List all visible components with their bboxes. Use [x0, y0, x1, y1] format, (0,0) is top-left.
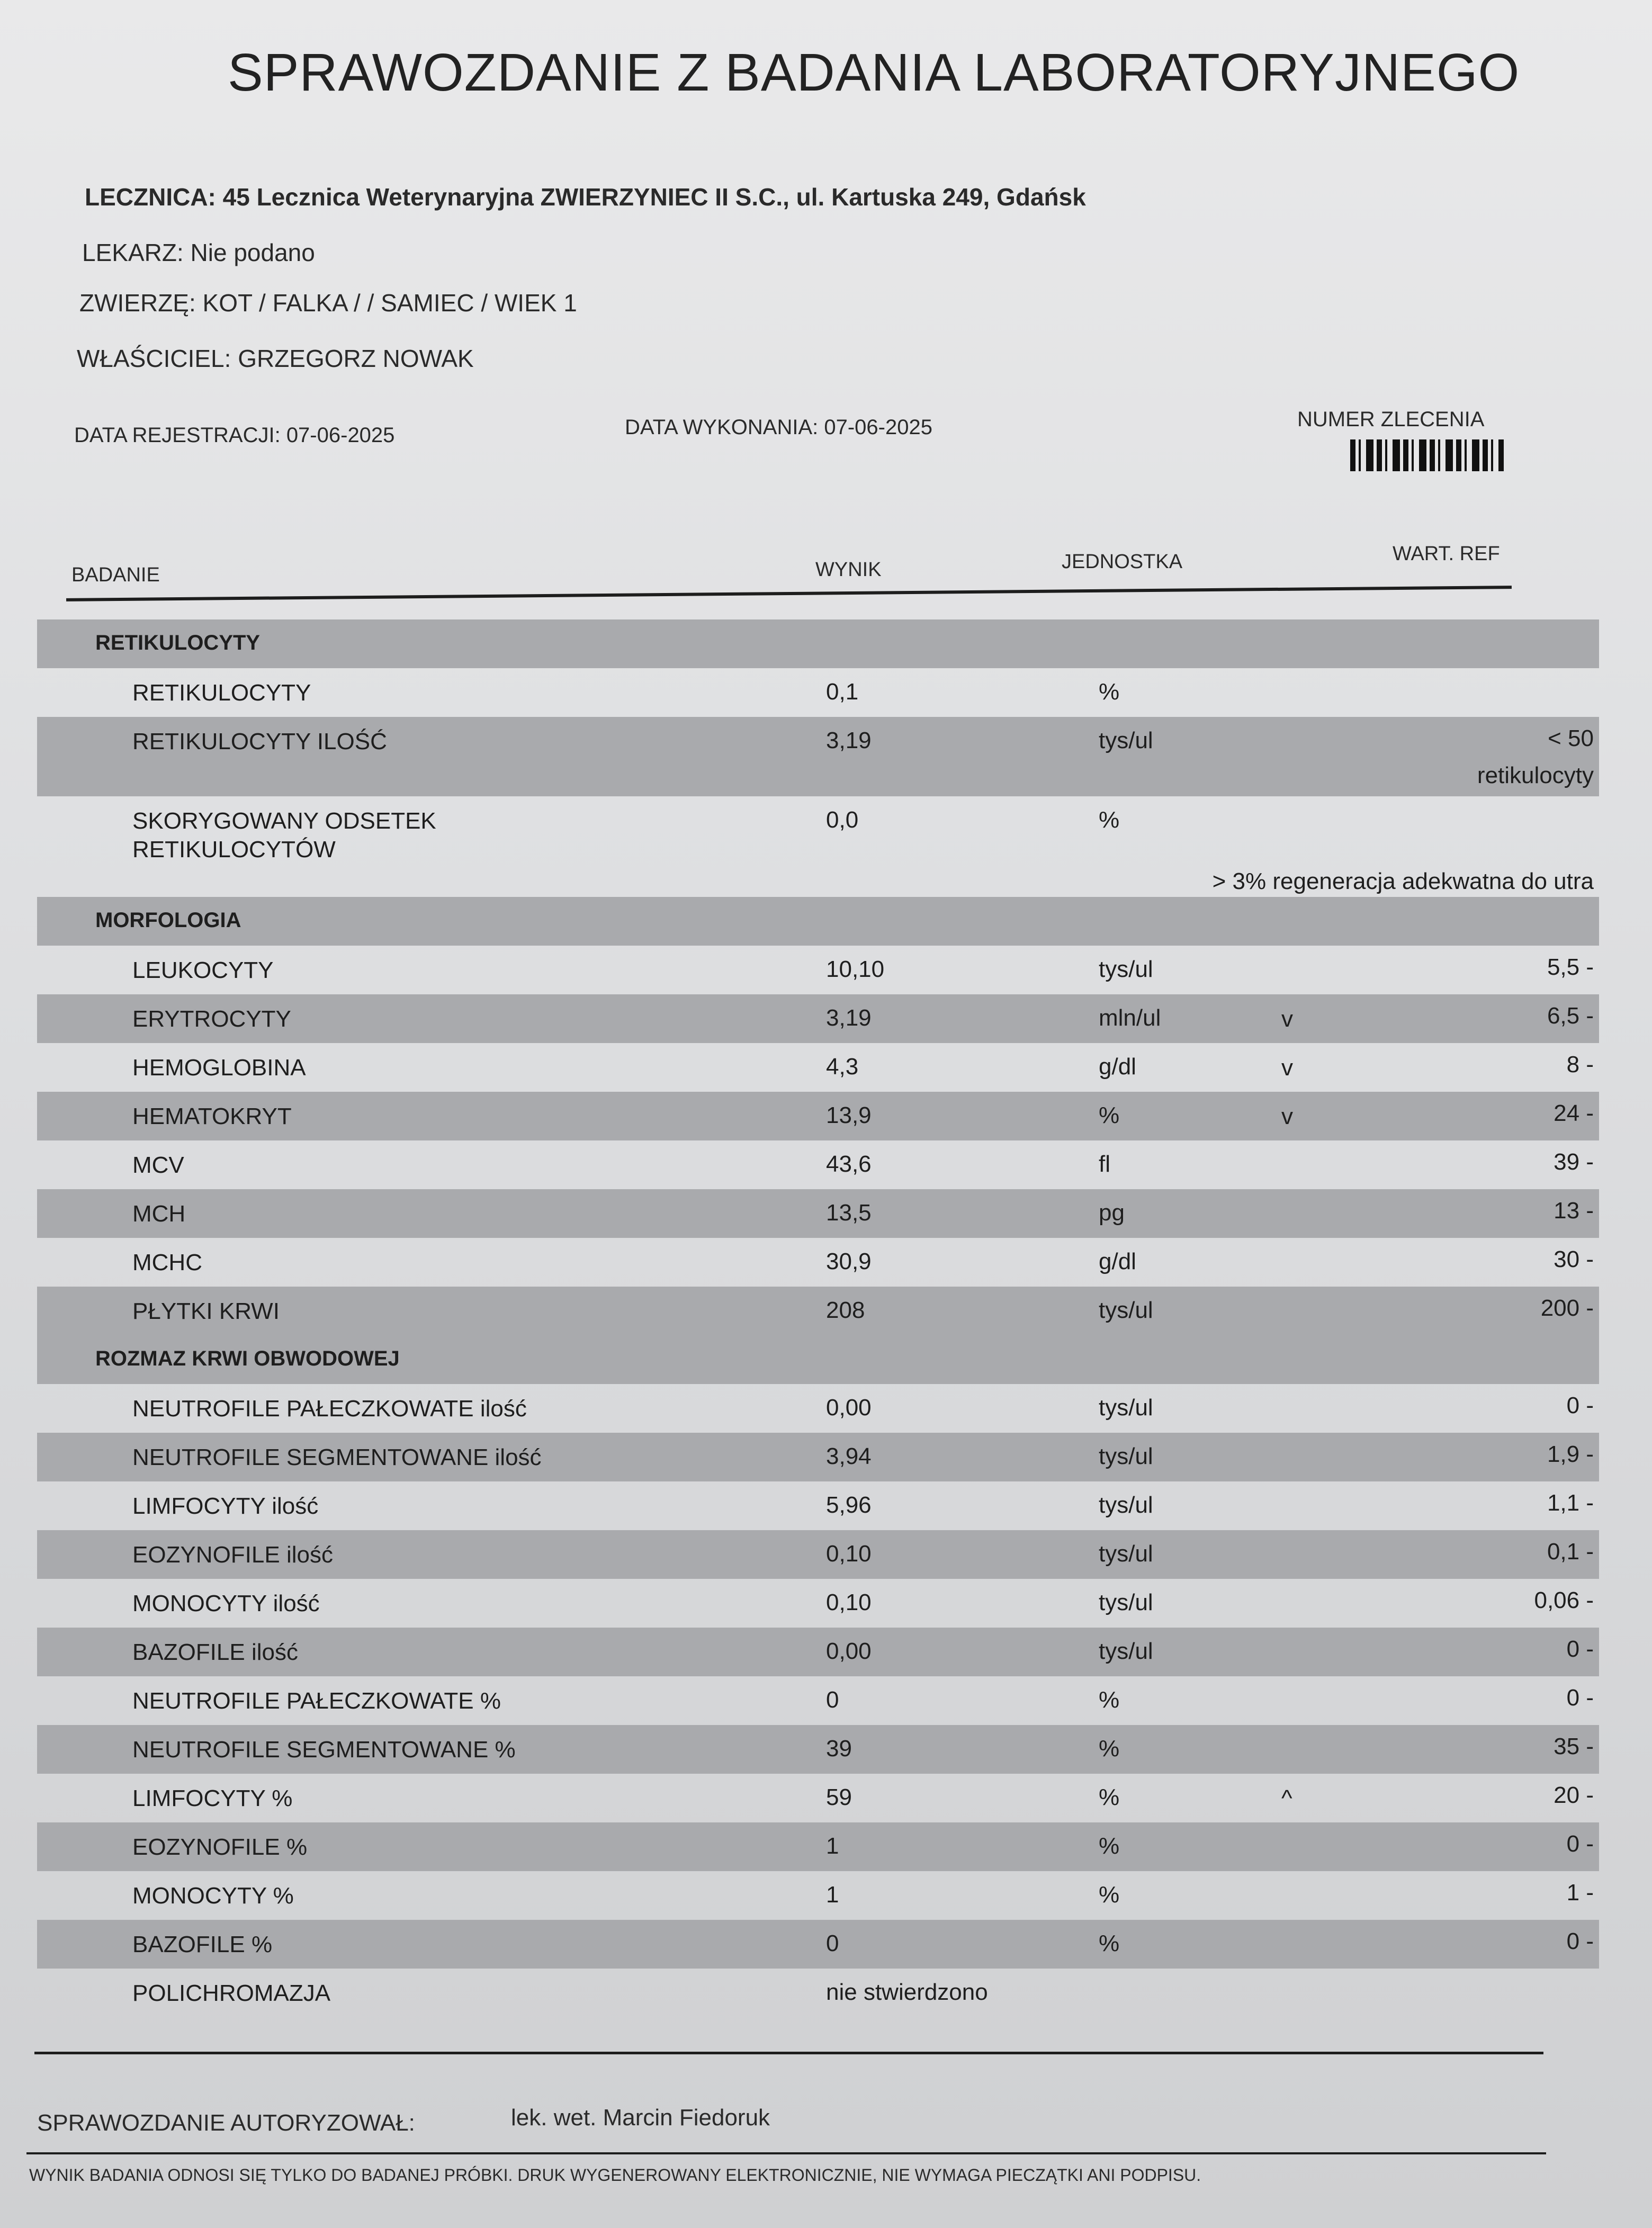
test-name: NEUTROFILE PAŁECZKOWATE ilość — [132, 1396, 527, 1422]
result-value: 1 — [826, 1833, 839, 1859]
result-value: 3,19 — [826, 727, 872, 753]
reference-value: 200 - — [1540, 1295, 1594, 1321]
result-value: 0 — [826, 1930, 839, 1956]
order-number-label: NUMER ZLECENIA — [1297, 408, 1485, 431]
test-name: LIMFOCYTY % — [132, 1785, 293, 1811]
reference-value: 0 - — [1566, 1831, 1594, 1857]
table-row — [37, 1433, 1599, 1481]
reference-value: 1,1 - — [1547, 1490, 1594, 1516]
unit-value: tys/ul — [1099, 727, 1153, 753]
table-row — [37, 1140, 1599, 1189]
flag-indicator: ^ — [1281, 1785, 1292, 1811]
table-row — [37, 1530, 1599, 1579]
table-bottom-rule — [34, 2052, 1543, 2054]
result-value: 0,10 — [826, 1589, 872, 1615]
flag-indicator: v — [1281, 1103, 1293, 1129]
table-row — [37, 717, 1599, 796]
doctor-line — [82, 238, 315, 267]
unit-value: tys/ul — [1099, 1638, 1153, 1664]
unit-value: tys/ul — [1099, 1297, 1153, 1323]
result-value: 4,3 — [826, 1054, 859, 1080]
flag-indicator: v — [1281, 1055, 1293, 1081]
result-value: 5,96 — [826, 1492, 872, 1518]
table-row — [37, 1871, 1599, 1920]
authorized-label: SPRAWOZDANIE AUTORYZOWAŁ: — [37, 2110, 415, 2136]
reference-value: 35 - — [1554, 1733, 1594, 1759]
result-value: 0,10 — [826, 1541, 872, 1567]
table-row — [37, 1920, 1599, 1969]
table-row — [37, 1774, 1599, 1822]
table-row — [37, 1969, 1599, 2017]
table-row — [37, 1043, 1599, 1092]
unit-value: mln/ul — [1099, 1005, 1161, 1031]
exec-date-value: 07-06-2025 — [824, 416, 932, 439]
reference-value: 1,9 - — [1547, 1441, 1594, 1467]
test-name: NEUTROFILE PAŁECZKOWATE % — [132, 1688, 501, 1714]
test-name: NEUTROFILE SEGMENTOWANE % — [132, 1737, 516, 1763]
reference-value: 0 - — [1566, 1685, 1594, 1711]
animal-line — [79, 289, 577, 317]
unit-value: % — [1099, 1736, 1120, 1762]
unit-value: tys/ul — [1099, 956, 1153, 982]
result-value: 30,9 — [826, 1248, 872, 1274]
reference-value: 0 - — [1566, 1928, 1594, 1954]
authorized-value: lek. wet. Marcin Fiedoruk — [511, 2105, 770, 2131]
table-row — [37, 1725, 1599, 1774]
reference-value: 30 - — [1554, 1246, 1594, 1272]
table-row — [37, 796, 1599, 897]
reference-value: 0 - — [1566, 1392, 1594, 1418]
test-name: EOZYNOFILE % — [132, 1834, 308, 1860]
unit-value: % — [1099, 1882, 1120, 1908]
test-name: ERYTROCYTY — [132, 1006, 291, 1032]
table-row — [37, 1287, 1599, 1335]
unit-value: tys/ul — [1099, 1395, 1153, 1421]
reference-value: 0 - — [1566, 1636, 1594, 1662]
table-row — [37, 1579, 1599, 1628]
group-title: RETIKULOCYTY — [95, 631, 261, 654]
reference-value: 20 - — [1554, 1782, 1594, 1808]
flag-indicator: v — [1281, 1006, 1293, 1032]
test-name: MCHC — [132, 1250, 202, 1275]
test-name: POLICHROMAZJA — [132, 1980, 331, 2006]
group-header — [37, 897, 1599, 946]
result-value: 0,00 — [826, 1395, 872, 1421]
table-row — [37, 1676, 1599, 1725]
owner-label: WŁAŚCICIEL: — [77, 345, 231, 372]
group-title: MORFOLOGIA — [95, 909, 241, 932]
reg-date-label: DATA REJESTRACJI: — [74, 424, 281, 447]
result-value: nie stwierdzono — [826, 1979, 988, 2005]
unit-value: % — [1099, 679, 1120, 705]
results-table — [37, 619, 1599, 2017]
test-name: LEUKOCYTY — [132, 957, 274, 983]
reference-value: 5,5 - — [1547, 954, 1594, 980]
reference-note: > 3% regeneracja adekwatna do utra — [1212, 868, 1594, 894]
result-value: 39 — [826, 1736, 852, 1762]
result-value: 1 — [826, 1882, 839, 1908]
header-rule — [66, 586, 1512, 601]
reference-value-line2: retikulocyty — [1477, 762, 1594, 788]
unit-value: tys/ul — [1099, 1589, 1153, 1615]
result-value: 13,9 — [826, 1102, 872, 1128]
table-row — [37, 1189, 1599, 1238]
test-name-line2: RETIKULOCYTÓW — [132, 837, 336, 863]
doctor-value: Nie podano — [190, 239, 315, 266]
reference-value: 24 - — [1554, 1100, 1594, 1126]
result-value: 208 — [826, 1297, 865, 1323]
unit-value: % — [1099, 1687, 1120, 1713]
result-value: 3,94 — [826, 1443, 872, 1469]
test-name: PŁYTKI KRWI — [132, 1298, 280, 1324]
result-value: 59 — [826, 1784, 852, 1810]
col-unit: JEDNOSTKA — [1062, 551, 1183, 573]
table-row — [37, 668, 1599, 717]
reference-value: 0,1 - — [1547, 1539, 1594, 1565]
reference-value: 0,06 - — [1534, 1587, 1594, 1613]
clinic-label: LECZNICA: — [85, 183, 216, 211]
result-value: 13,5 — [826, 1200, 872, 1226]
table-row — [37, 1238, 1599, 1287]
execution-date — [625, 416, 932, 439]
unit-value: % — [1099, 1833, 1120, 1859]
test-name: MONOCYTY % — [132, 1883, 294, 1909]
unit-value: pg — [1099, 1200, 1125, 1226]
reference-value: 8 - — [1566, 1052, 1594, 1077]
result-value: 0,1 — [826, 679, 859, 705]
result-value: 0,00 — [826, 1638, 872, 1664]
test-name: MCH — [132, 1201, 186, 1227]
reference-value: 1 - — [1566, 1880, 1594, 1906]
unit-value: % — [1099, 1784, 1120, 1810]
unit-value: g/dl — [1099, 1054, 1136, 1080]
owner-line — [77, 344, 474, 373]
unit-value: % — [1099, 807, 1120, 833]
reference-value: 6,5 - — [1547, 1003, 1594, 1029]
barcode-icon — [1350, 439, 1504, 471]
unit-value: g/dl — [1099, 1248, 1136, 1274]
result-value: 10,10 — [826, 956, 885, 982]
test-name: BAZOFILE % — [132, 1931, 273, 1957]
unit-value: % — [1099, 1102, 1120, 1128]
result-value: 3,19 — [826, 1005, 872, 1031]
clinic-line — [85, 183, 1086, 211]
reference-value: 39 - — [1554, 1149, 1594, 1175]
disclaimer: WYNIK BADANIA ODNOSI SIĘ TYLKO DO BADANEJ PRÓBKI. DRUK WYGENEROWANY ELEKTRONICZNIE, NIE WYMAGA PIECZĄTKI ANI PODPISU. — [29, 2166, 1201, 2185]
unit-value: % — [1099, 1930, 1120, 1956]
col-ref: WART. REF — [1393, 543, 1500, 565]
test-name: MONOCYTY ilość — [132, 1591, 320, 1616]
test-name: LIMFOCYTY ilość — [132, 1493, 319, 1519]
group-header — [37, 1335, 1599, 1384]
test-name: RETIKULOCYTY — [132, 680, 311, 706]
table-row — [37, 994, 1599, 1043]
reg-date-value: 07-06-2025 — [286, 424, 395, 447]
animal-label: ZWIERZĘ: — [79, 289, 196, 317]
test-name: SKORYGOWANY ODSETEK — [132, 808, 436, 834]
unit-value: tys/ul — [1099, 1443, 1153, 1469]
table-row — [37, 1092, 1599, 1140]
reference-value: 13 - — [1554, 1198, 1594, 1224]
result-value: 0,0 — [826, 807, 859, 833]
test-name: RETIKULOCYTY ILOŚĆ — [132, 729, 387, 754]
result-value: 43,6 — [826, 1151, 872, 1177]
group-header — [37, 619, 1599, 668]
col-test: BADANIE — [71, 564, 160, 586]
animal-value: KOT / FALKA / / SAMIEC / WIEK 1 — [202, 289, 577, 317]
table-row — [37, 946, 1599, 994]
owner-value: GRZEGORZ NOWAK — [238, 345, 474, 372]
table-row — [37, 1628, 1599, 1676]
registration-date — [74, 424, 394, 447]
result-value: 0 — [826, 1687, 839, 1713]
test-name: BAZOFILE ilość — [132, 1639, 298, 1665]
exec-date-label: DATA WYKONANIA: — [625, 416, 819, 439]
doctor-label: LEKARZ: — [82, 239, 184, 266]
footer-rule — [26, 2152, 1546, 2154]
table-row — [37, 1384, 1599, 1433]
table-row — [37, 1481, 1599, 1530]
test-name: EOZYNOFILE ilość — [132, 1542, 333, 1568]
test-name: HEMOGLOBINA — [132, 1055, 306, 1081]
clinic-value: 45 Lecznica Weterynaryjna ZWIERZYNIEC II S.C., ul. Kartuska 249, Gdańsk — [222, 183, 1086, 211]
reference-value: < 50 — [1548, 725, 1594, 751]
test-name: NEUTROFILE SEGMENTOWANE ilość — [132, 1444, 542, 1470]
group-title: ROZMAZ KRWI OBWODOWEJ — [95, 1347, 400, 1370]
unit-value: fl — [1099, 1151, 1110, 1177]
report-title: SPRAWOZDANIE Z BADANIA LABORATORYJNEGO — [228, 43, 1520, 102]
unit-value: tys/ul — [1099, 1492, 1153, 1518]
test-name: HEMATOKRYT — [132, 1103, 292, 1129]
unit-value: tys/ul — [1099, 1541, 1153, 1567]
col-result: WYNIK — [815, 559, 882, 581]
test-name: MCV — [132, 1152, 184, 1178]
table-row — [37, 1822, 1599, 1871]
